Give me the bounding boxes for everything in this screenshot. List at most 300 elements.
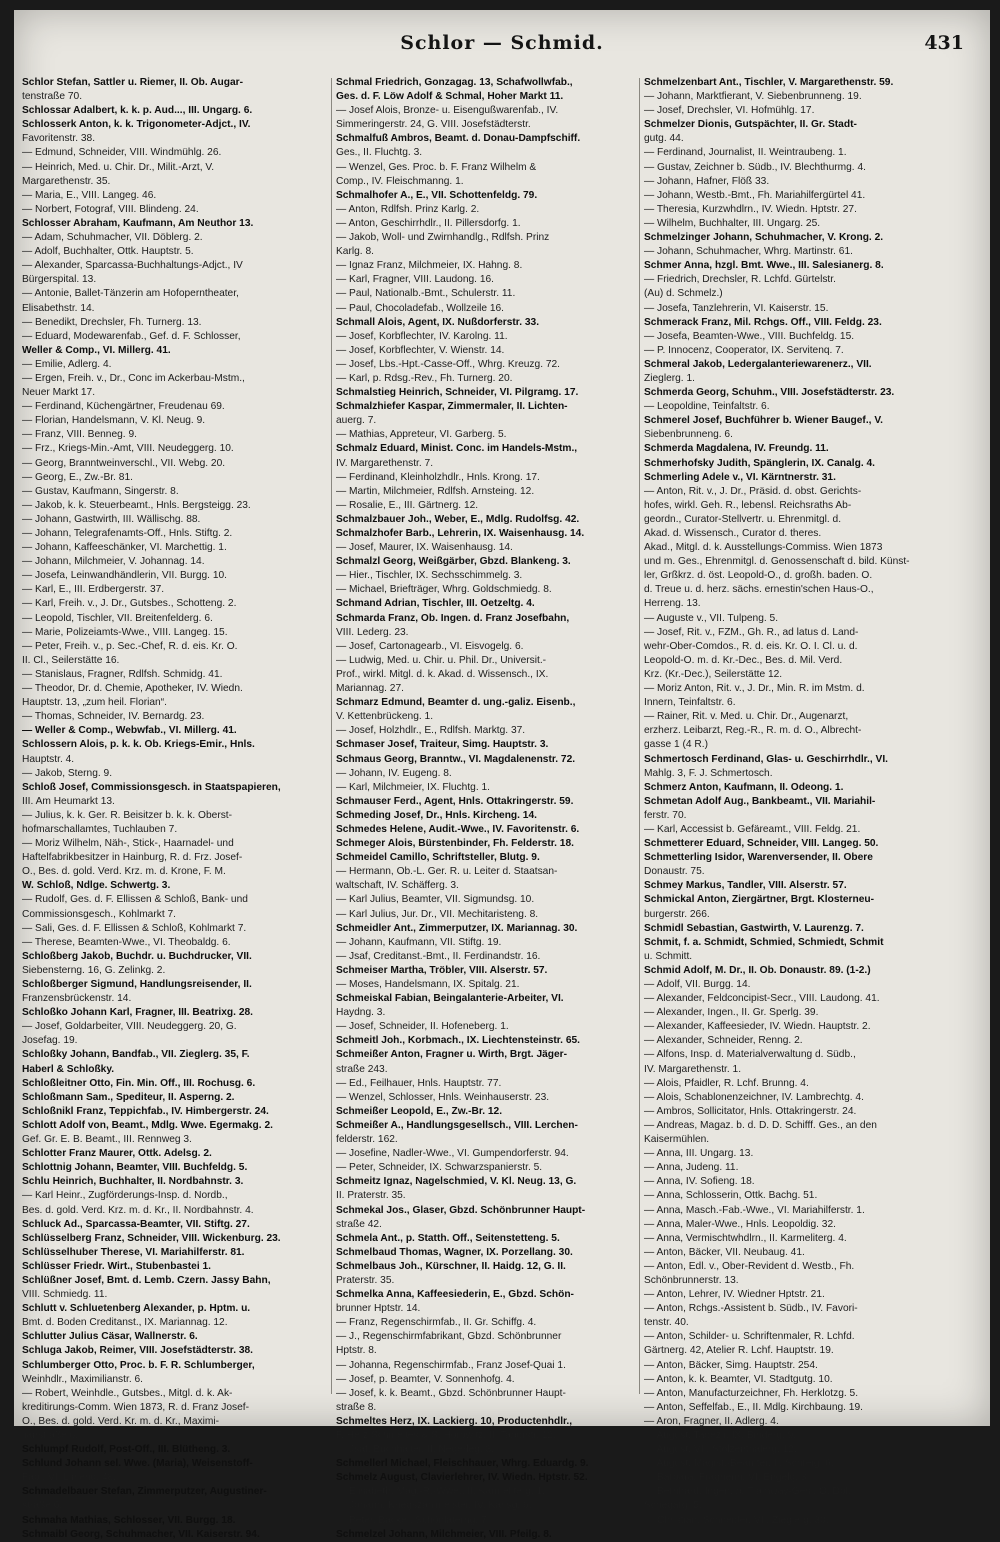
- directory-entry: tenstr. 40.: [644, 1317, 689, 1329]
- directory-entry: Schmelbaud Thomas, Wagner, IX. Porzellang. 30.: [336, 1246, 573, 1258]
- directory-entry: Krz. (Kr.-Dec.), Seilerstätte 12.: [644, 668, 783, 680]
- directory-entry: — August, VII. Stolzenthalerg. 12.: [644, 1444, 797, 1456]
- directory-entry: — Georg, Branntweinverschl., VII. Webg. 20.: [22, 457, 226, 469]
- directory-entry: — Auguste v., VII. Tulpeng. 5.: [644, 612, 779, 624]
- directory-entry: — Emilie, Adlerg. 4.: [22, 358, 112, 370]
- directory-entry: Schmall Alois, Agent, IX. Nußdorferstr. 33.: [336, 316, 540, 328]
- directory-entry: Schloßmann Sam., Spediteur, II. Asperng. 2.: [22, 1091, 235, 1103]
- directory-entry: — Josef, Rit. v., FZM., Gh. R., ad latus d. Land-: [644, 626, 859, 638]
- directory-entry: — Anton, Lehrer, IV. Wiedner Hptstr. 21.: [644, 1289, 825, 1301]
- directory-entry: straße 6.: [22, 1500, 63, 1512]
- directory-entry: Schmer Anna, hzgl. Bmt. Wwe., III. Salesianerg. 8.: [644, 260, 884, 272]
- directory-entry: u. Schmitt.: [644, 950, 693, 962]
- directory-entry: — Edmund, Schneider, VIII. Windmühlg. 26.: [22, 147, 222, 159]
- directory-entry: Praterstr. 35.: [336, 1274, 395, 1286]
- directory-entry: Schlutter Julius Cäsar, Wallnerstr. 6.: [22, 1331, 198, 1343]
- directory-entry: Schmeidler Ant., Zimmerputzer, IX. Mariannag. 30.: [336, 922, 578, 934]
- directory-entry: — Anton, Rit. v., J. Dr., Präsid. d. obst. Gerichts-: [644, 485, 862, 497]
- directory-entry: — Gustav, Kaufmann, Singerstr. 8.: [22, 485, 179, 497]
- directory-entry: Schmeißer Anton, Fragner u. Wirth, Brgt. Jäger-: [336, 1049, 568, 1061]
- directory-entry: hofes, wirkl. Geh. R., lebensl. Reichsraths Ab-: [644, 499, 852, 511]
- directory-entry: Fab., VI. Linieng. 48.: [22, 1472, 117, 1484]
- directory-entry: — Jsaf, Buchhalter, II. Negerleg. 3.: [336, 1444, 494, 1456]
- directory-entry: Schmarz Edmund, Beamter d. ung.-galiz. Eisenb.,: [336, 697, 576, 709]
- directory-entry: — Julius, k. k. Ger. R. Beisitzer b. k. k. Oberst-: [22, 809, 233, 821]
- directory-entry: Schlott Adolf von, Beamt., Mdlg. Wwe. Egermakg. 2.: [22, 1119, 273, 1131]
- directory-entry: Schloßky Johann, Bandfab., VII. Zieglerg. 35, F.: [22, 1049, 250, 1061]
- directory-entry: — Anton, Seffelfab., E., II. Mdlg. Kirchbaung. 19.: [644, 1401, 863, 1413]
- directory-entry: Schmit, f. a. Schmidt, Schmied, Schmiedt, Schmit: [644, 936, 884, 948]
- directory-entry: Schmeding Josef, Dr., Hnls. Kircheng. 14.: [336, 809, 537, 821]
- column-divider: [331, 78, 332, 1394]
- directory-entry: Schmaser Josef, Traiteur, Simg. Hauptstr. 3.: [336, 739, 549, 751]
- directory-columns: [22, 76, 982, 1540]
- directory-entry: — Anton, k. k. Beamter, VI. Stadtgutg. 10.: [644, 1373, 833, 1385]
- directory-entry: — Anton, Geschirrhdlr., II. Pillersdorfg. 1.: [336, 217, 521, 229]
- directory-entry: — Alois, Schablonenzeichner, IV. Lambrechtg. 4.: [644, 1091, 864, 1103]
- directory-entry: Schlosser Abraham, Kaufmann, Am Neuthor 13.: [22, 217, 254, 229]
- directory-entry: — Peter, Bäcker, Schönlaterng. 7.: [336, 1514, 490, 1526]
- directory-entry: Schegarg. 5.: [644, 1500, 702, 1512]
- directory-entry: Schmerack Franz, Mil. Rchgs. Off., VIII. Feldg. 23.: [644, 316, 882, 328]
- directory-entry: — Alfons, Insp. d. Materialverwaltung d. Südb.,: [644, 1049, 856, 1061]
- directory-entry: — Franz, VIII. Benneg. 9.: [22, 429, 137, 441]
- directory-entry: Schloßko Johann Karl, Fragner, III. Beatrixg. 28.: [22, 1007, 253, 1019]
- directory-entry: — Moses, Handelsmann, IX. Spitalg. 21.: [336, 979, 520, 990]
- directory-entry: — Anton, Rdlfsh. Prinz Karlg. 2.: [336, 203, 480, 215]
- directory-entry: — Karl, Fragner, VIII. Laudong. 16.: [336, 274, 494, 286]
- directory-entry: Haftelfabrikbesitzer in Hainburg, R. d. Frz. Josef-: [22, 852, 243, 864]
- directory-entry: Gef. Gr. E. B. Beamt., III. Rennweg 3.: [22, 1134, 192, 1146]
- directory-entry: Schluga Jakob, Reimer, VIII. Josefstädterstr. 38.: [22, 1345, 254, 1357]
- directory-entry: — Josef Alois, Bronze- u. Eisengußwarenfab., IV.: [336, 105, 559, 117]
- directory-entry: — Anna, Vermischtwhdlrn., II. Karmeliterg. 4.: [644, 1232, 847, 1244]
- directory-entry: — Hier., Tischler, IX. Sechsschimmelg. 3.: [336, 570, 523, 582]
- directory-entry: — Alexander, Schneider, Renng. 2.: [644, 1035, 803, 1047]
- directory-entry: — Andreas, Magaz. b. d. D. D. Schifff. Ges., an den: [644, 1119, 877, 1131]
- directory-entry: — Frz., Kriegs-Min.-Amt, VIII. Neudeggerg. 10.: [22, 443, 234, 455]
- directory-entry: Schmadelbauer Stefan, Zimmerputzer, Augustiner-: [22, 1486, 267, 1498]
- directory-entry: — Elisabeth, Mag.-R.-Wwe., II. Karmeliterg. 1.: [336, 1486, 545, 1498]
- directory-entry: Schlutt v. Schluetenberg Alexander, p. Hptm. u.: [22, 1303, 251, 1315]
- directory-entry: — Franz, Regenschirmfab., II. Gr. Schiffg. 4.: [336, 1317, 537, 1329]
- directory-entry: Schmaha Mathias, Schlosser, VII. Burgg. 18.: [22, 1514, 236, 1526]
- directory-entry: — Norbert, Fotograf, VIII. Blindeng. 24.: [22, 203, 199, 215]
- directory-entry: Ges., II. Fluchtg. 3.: [336, 147, 423, 159]
- directory-entry: — Karl, p. Rdsg.-Rev., Fh. Turnerg. 20.: [336, 372, 513, 384]
- directory-entry: ferstr. 70.: [644, 809, 687, 821]
- directory-entry: Schmeltes Herz, IX. Lackierg. 10, Productenhdlr.,: [336, 1415, 573, 1427]
- directory-entry: — Alexander, Sparcassa-Buchhaltungs-Adjct., IV: [22, 260, 243, 272]
- directory-entry: — Wilhelm, Buchhalter, III. Ungarg. 25.: [644, 217, 821, 229]
- directory-entry: O., Bes. d. gold. Verd. Krz. m. d. Krone, F. M.: [22, 866, 226, 878]
- directory-entry: II. Cl., Seilerstätte 16.: [22, 654, 120, 666]
- directory-entry: — Thomas, Schneider, IV. Bernardg. 23.: [22, 711, 205, 723]
- directory-entry: felderstr. 162.: [336, 1134, 398, 1146]
- directory-entry: VIII. Lederg. 23.: [336, 626, 409, 638]
- directory-entry: Schmetterer Eduard, Schneider, VIII. Langeg. 50.: [644, 838, 879, 850]
- directory-entry: Schmerda Georg, Schuhm., VIII. Josefstädterstr. 23.: [644, 387, 895, 399]
- directory-entry: Schluck Ad., Sparcassa-Beamter, VII. Stiftg. 27.: [22, 1218, 250, 1230]
- directory-entry: Schmarda Franz, Ob. Ingen. d. Franz Josefbahn,: [336, 612, 570, 624]
- directory-entry: Hauptstr. 13, „zum heil. Florian“.: [22, 697, 167, 709]
- directory-entry: — August, Magist.-Beamter, II. Schreig. 6.: [644, 1458, 834, 1470]
- directory-entry: — Alexander, Ingen., II. Gr. Sperlg. 39.: [644, 1007, 819, 1019]
- column-3: [644, 76, 984, 1526]
- directory-entry: — Jsaf, Creditanst.-Bmt., II. Ferdinandstr. 16.: [336, 950, 541, 962]
- directory-entry: Karlg. 8.: [336, 246, 374, 258]
- directory-entry: Schmalzl Georg, Weißgärber, Gbzd. Blankeng. 3.: [336, 556, 571, 568]
- directory-entry: — Adolf, Buchhalter, Ottk. Hauptstr. 5.: [22, 246, 194, 258]
- directory-entry: — P. Innocenz, Cooperator, IX. Servitenq. 7.: [644, 344, 844, 356]
- directory-entry: Schloß Josef, Commissionsgesch. in Staatspapieren,: [22, 781, 281, 793]
- directory-entry: — Anna, Schlosserin, Ottk. Bachg. 51.: [644, 1190, 818, 1202]
- directory-entry: — Johann, Telegrafenamts-Off., Hnls. Stiftg. 2.: [22, 528, 233, 539]
- directory-entry: — Aron, Fragner, II. Adlerg. 4.: [644, 1415, 779, 1427]
- directory-entry: Schmela Ant., p. Statth. Off., Seitenstetteng. 5.: [336, 1232, 560, 1244]
- directory-entry: — August, Tapezir, IX. Binderg. 9.: [644, 1430, 797, 1441]
- directory-entry: — Josef, Holzhdlr., E., Rdlfsh. Marktg. 37.: [336, 725, 526, 737]
- directory-entry: — Karl Julius, Beamter, VII. Sigmundsg. 10.: [336, 894, 535, 906]
- directory-entry: — Anna, III. Ungarg. 13.: [644, 1148, 754, 1160]
- directory-entry: IV. Margarethenstr. 1.: [644, 1063, 742, 1075]
- directory-entry: Schmickal Anton, Ziergärtner, Brgt. Klosterneu-: [644, 894, 875, 906]
- directory-entry: — Bernhard, Ingen. b. Tramway-Ges., O. Dbl.: [644, 1486, 851, 1498]
- directory-entry: Schmeiser Martha, Tröbler, VIII. Alserstr. 57.: [336, 964, 548, 976]
- directory-entry: Haberl & Schloßky.: [22, 1063, 115, 1075]
- directory-entry: — Alois, Pfaidler, R. Lchf. Brunng. 4.: [644, 1077, 809, 1089]
- column-divider: [639, 78, 640, 1394]
- directory-entry: — Jakob, Sterng. 9.: [22, 767, 113, 779]
- directory-entry: Schmalzhiefer Kaspar, Zimmermaler, II. Lichten-: [336, 401, 568, 413]
- directory-entry: — Josefa, Leinwandhändlerin, VII. Burgg. 10.: [22, 570, 228, 582]
- directory-entry: — Josef, p. Beamter, V. Sonnenhofg. 4.: [336, 1373, 515, 1385]
- directory-entry: gutg. 44.: [644, 133, 684, 145]
- directory-entry: Schmeral Jakob, Ledergalanteriewarenerz., VII.: [644, 358, 872, 370]
- directory-entry: — Wenzel, Schlosser, Hnls. Weinhauserstr. 23.: [336, 1091, 550, 1103]
- directory-entry: — Karl, E., III. Erdbergerstr. 37.: [22, 584, 165, 596]
- directory-entry: Mahlg. 3, F. J. Schmertosch.: [644, 767, 773, 779]
- directory-entry: — Peter, Schneider, IX. Schwarzspanierstr. 5.: [336, 1162, 543, 1174]
- directory-entry: Schmeitz Ignaz, Nagelschmied, V. Kl. Neug. 13, G.: [336, 1176, 577, 1188]
- directory-entry: O., Bes. d. gold. Verd. Kr. m. d. Kr., Maximi-: [22, 1415, 220, 1427]
- directory-entry: Schmerling Adele v., VI. Kärntnerstr. 31.: [644, 471, 836, 483]
- directory-entry: Schmertosch Ferdinand, Glas- u. Geschirrhdlr., VI.: [644, 753, 888, 765]
- directory-entry: Schmidl Sebastian, Gastwirth, V. Laurenzg. 7.: [644, 922, 864, 934]
- directory-entry: Gärtnerg. 42, Atelier R. Lchf. Hauptstr. 19.: [644, 1345, 834, 1357]
- directory-entry: — Florian, Handelsmann, V. Kl. Neug. 9.: [22, 415, 206, 427]
- directory-entry: straße 243.: [336, 1063, 388, 1075]
- directory-entry: wehr-Ober-Comdos., R. d. eis. Kr. O. I. Cl. u. d.: [644, 640, 858, 652]
- directory-entry: Hptstr. 8.: [336, 1345, 377, 1357]
- directory-entry: — Josef, Drechsler, VI. Hofmühlg. 17.: [644, 105, 815, 117]
- directory-entry: Schmerhofsky Judith, Spänglerin, IX. Canalg. 4.: [644, 457, 875, 469]
- directory-entry: Favoritenstr. 38.: [22, 133, 96, 145]
- column-2: [336, 76, 636, 1540]
- directory-entry: Schmelzenbart Ant., Tischler, V. Margarethenstr. 59.: [644, 77, 894, 88]
- directory-entry: Schmand Adrian, Tischler, III. Oetzeltg. 4.: [336, 598, 535, 610]
- directory-entry: — Anton, Bäcker, VII. Neubaug. 41.: [644, 1246, 805, 1258]
- directory-entry: — Anna, Maler-Wwe., Hnls. Leopoldig. 32.: [644, 1218, 836, 1230]
- directory-entry: Hauptstr. 4.: [22, 753, 75, 765]
- directory-entry: Schmelka Anna, Kaffeesiederin, E., Gbzd. Schön-: [336, 1289, 574, 1301]
- directory-entry: Kaisermühlen.: [644, 1134, 710, 1146]
- directory-entry: — Josef, Goldarbeiter, VIII. Neudeggerg. 20, G.: [22, 1021, 237, 1033]
- directory-entry: Schmey Markus, Tandler, VIII. Alserstr. 57.: [644, 880, 847, 892]
- directory-entry: Schmalzhofer Barb., Lehrerin, IX. Waisenhausg. 14.: [336, 528, 585, 539]
- directory-entry: — Paul, Chocoladefab., Wollzeile 16.: [336, 302, 504, 314]
- directory-entry: — Michael, Briefträger, Whrg. Goldschmiedg. 8.: [336, 584, 552, 596]
- directory-entry: Schmetan Adolf Aug., Bankbeamt., VII. Mariahil-: [644, 795, 876, 807]
- directory-entry: — Heinrich, Med. u. Chir. Dr., Milit.-Arzt, V.: [22, 161, 215, 173]
- directory-entry: — Johann, Kaffeeschänker, VI. Marchettig. 1.: [22, 542, 227, 554]
- directory-entry: — Johann, Kaufmann, VII. Stiftg. 19.: [336, 936, 502, 948]
- directory-entry: Schmelzer Dionis, Gutspächter, II. Gr. Stadt-: [644, 119, 857, 131]
- directory-entry: — Sali, Ges. d. F. Ellissen & Schloß, Kohlmarkt 7.: [22, 922, 247, 934]
- directory-entry: Prof., wirkl. Mitgl. d. k. Akad. d. Wissensch., IX.: [336, 668, 549, 680]
- directory-entry: — Karl Heinr., Zugförderungs-Insp. d. Nordb.,: [22, 1190, 228, 1202]
- directory-entry: Schlottnig Johann, Beamter, VIII. Buchfeldg. 5.: [22, 1162, 248, 1174]
- directory-entry: — Barbara, Fragnerin, VI. Engelg. 8.: [644, 1472, 810, 1484]
- directory-entry: Schmelz August, Clavierlehrer, IV. Wiedn. Hptstr. 52.: [336, 1472, 588, 1484]
- directory-entry: Siebensterng. 16, G. Zelinkg. 2.: [22, 964, 166, 976]
- directory-entry: — Adam, Schuhmacher, VII. Döblerg. 2.: [22, 232, 203, 244]
- directory-entry: — Alexander, Kaffeesieder, IV. Wiedn. Hauptstr. 2.: [644, 1021, 871, 1033]
- directory-entry: — Karl, Accessist b. Gefäreamt., VIII. Feldg. 21.: [644, 823, 861, 835]
- directory-entry: Zieglerg. 1.: [644, 372, 695, 384]
- directory-entry: — Anna, IV. Sofieng. 18.: [644, 1176, 755, 1188]
- directory-entry: — Rainer, Rit. v. Med. u. Chir. Dr., Augenarzt,: [644, 711, 849, 723]
- directory-entry: straße 8.: [336, 1401, 377, 1413]
- directory-entry: — Hermann, Ob.-L. Ger. R. u. Leiter d. Staatsan-: [336, 866, 558, 878]
- directory-entry: II. Praterstr. 35.: [336, 1190, 406, 1202]
- directory-entry: — Jakob, Woll- und Zwirnhandlg., Rdlfsh. Prinz: [336, 232, 550, 244]
- directory-entry: — Wenzel, Ges. Proc. b. F. Franz Wilhelm &: [336, 161, 537, 173]
- directory-entry: Neuer Markt 17.: [22, 387, 96, 399]
- directory-entry: Schmerel Josef, Buchführer b. Wiener Baugef., V.: [644, 415, 884, 427]
- directory-entry: — Karl Julius, Jur. Dr., VII. Mechitaristeng. 8.: [336, 908, 539, 920]
- directory-entry: gasse 1 (4 R.): [644, 739, 708, 751]
- directory-entry: Schmal Friedrich, Gonzagag. 13, Schafwollwfab.,: [336, 77, 573, 88]
- directory-entry: Schmeißer Leopold, E., Zw.-Br. 12.: [336, 1105, 503, 1117]
- directory-entry: Schmeger Alois, Bürstenbinder, Fh. Felderstr. 18.: [336, 838, 574, 850]
- directory-entry: Schlotter Franz Maurer, Ottk. Adelsg. 2.: [22, 1148, 212, 1160]
- directory-entry: — Moriz Wilhelm, Näh-, Stick-, Haarnadel- und: [22, 838, 234, 850]
- directory-entry: erzherz. Leibarzt, Reg.-R., R. m. d. O., Albrecht-: [644, 725, 862, 737]
- directory-entry: Schmauser Ferd., Agent, Hnls. Ottakringerstr. 59.: [336, 795, 574, 807]
- directory-entry: Leopold-O. m. d. Kr.-Dec., Bes. d. Mil. Verd.: [644, 654, 843, 666]
- directory-entry: Akad., Mitgl. d. k. Ausstellungs-Commiss. Wien 1873: [644, 542, 883, 554]
- directory-entry: — Anton, Rchgs.-Assistent b. Südb., IV. Favori-: [644, 1303, 858, 1315]
- directory-entry: Bürgerspital. 13.: [22, 274, 97, 286]
- directory-entry: — Josef, Lbs.-Hpt.-Casse-Off., Whrg. Kreuzg. 72.: [336, 358, 561, 370]
- directory-entry: Elisabethstr. 14.: [22, 302, 95, 314]
- directory-entry: — Josefa, Beamten-Wwe., VIII. Buchfeldg. 15.: [644, 330, 855, 342]
- directory-entry: — Stanislaus, Fragner, Rdlfsh. Schmidg. 41.: [22, 668, 223, 680]
- directory-entry: und m. Ges., Ehrenmitgl. d. Genossenschaft d. bild. Künst-: [644, 556, 910, 568]
- directory-entry: Schmellerl Michael, Fleischhauer, Whrg. Eduardg. 9.: [336, 1458, 589, 1470]
- directory-entry: straße 42.: [336, 1218, 382, 1230]
- directory-entry: Siebenbrunneng. 6.: [644, 429, 733, 441]
- directory-entry: auerg. 7.: [336, 415, 377, 427]
- directory-entry: — Josef, Schneider, II. Hofeneberg. 1.: [336, 1021, 509, 1033]
- directory-entry: — Josef, Korbflechter, V. Wienstr. 14.: [336, 344, 505, 356]
- directory-entry: — Antonie, Ballet-Tänzerin am Hofoperntheater,: [22, 288, 239, 300]
- column-1: [22, 76, 328, 1540]
- directory-entry: — Johann, IV. Eugeng. 8.: [336, 767, 452, 779]
- directory-entry: — J., Regenschirmfabrikant, Gbzd. Schönbrunner: [336, 1331, 562, 1343]
- directory-entry: III. Am Heumarkt 13.: [22, 795, 115, 807]
- directory-entry: (Au) d. Schmelz.): [644, 288, 723, 300]
- directory-entry: — Mathias, Appreteur, VI. Garberg. 5.: [336, 429, 507, 441]
- directory-entry: Schmelbaus Joh., Kürschner, II. Haidg. 12, G. II.: [336, 1260, 566, 1272]
- directory-entry: Schloßberger Sigmund, Handlungsreisender, II.: [22, 979, 252, 990]
- directory-entry: Schmelzinger Johann, Schuhmacher, V. Krong. 2.: [644, 232, 884, 244]
- directory-entry: Schmalhofer A., E., VII. Schottenfeldg. 79.: [336, 189, 538, 201]
- directory-entry: Commissionsgesch., Kohlmarkt 7.: [22, 908, 176, 920]
- directory-entry: IV. Margarethenstr. 7.: [336, 457, 434, 469]
- directory-entry: VIII. Schmiedg. 11.: [22, 1289, 108, 1301]
- directory-entry: — Maria, E., VIII. Langeg. 46.: [22, 189, 157, 201]
- directory-entry: — Ed., Feilhauer, Hnls. Hauptstr. 77.: [336, 1077, 502, 1089]
- directory-entry: Simmeringerstr. 24, G. VIII. Josefstädterstr.: [336, 119, 531, 131]
- directory-entry: Schmeiskal Fabian, Beingalanterie-Arbeiter, VI.: [336, 993, 564, 1005]
- directory-entry: — Theresia, Kurzwhdlrn., IV. Wiedn. Hptstr. 27.: [644, 203, 857, 215]
- directory-entry: — Karl, Milchmeier, IX. Fluchtg. 1.: [336, 781, 490, 793]
- directory-entry: Schlüsselberg Franz, Schneider, VIII. Wickenburg. 23.: [22, 1232, 281, 1244]
- directory-entry: Schmalzbauer Joh., Weber, E., Mdlg. Rudolfsg. 42.: [336, 513, 580, 525]
- directory-entry: — Ergen, Freih. v., Dr., Conc im Ackerbau-Mstm.,: [22, 372, 245, 384]
- directory-entry: Haydng. 3.: [336, 1007, 386, 1019]
- directory-entry: — Robert, Weinhdle., Gutsbes., Mitgl. d. k. Ak-: [22, 1387, 233, 1399]
- directory-entry: Bes. d. gold. Verd. Krz. m. d. Kr., II. Nordbahnstr. 4.: [22, 1204, 254, 1216]
- directory-entry: Schmid Adolf, M. Dr., II. Ob. Donaustr. 89. (1-2.): [644, 964, 871, 976]
- directory-entry: Schmeidel Camillo, Schriftsteller, Blutg. 9.: [336, 852, 540, 864]
- directory-entry: Herreng. 13.: [644, 598, 701, 610]
- directory-entry: Donaustr. 75.: [644, 866, 705, 878]
- directory-entry: — Josefine, Nadler-Wwe., VI. Gumpendorferstr. 94.: [336, 1148, 569, 1160]
- directory-entry: hofmarschallamtes, Tuchlauben 7.: [22, 823, 178, 835]
- directory-entry: — Ambros, Sollicitator, Hnls. Ottakringerstr. 24.: [644, 1105, 857, 1117]
- directory-page: [14, 10, 990, 1540]
- directory-entry: Schönbrunnerstr. 13.: [644, 1274, 739, 1286]
- directory-entry: Mariannag. 27.: [336, 683, 404, 695]
- page-header: [14, 32, 990, 60]
- directory-entry: Schmelzel Johann, Milchmeier, VIII. Pfeilg. 8.: [336, 1528, 552, 1540]
- directory-entry: — Johann, Kriegszahlmeister, IV. Karlsg. 6.: [336, 1500, 532, 1512]
- directory-entry: — Anton, Bäcker, Simg. Hauptstr. 254.: [644, 1359, 818, 1371]
- directory-entry: Schloßnikl Franz, Teppichfab., IV. Himbergerstr. 24.: [22, 1105, 269, 1117]
- directory-entry: ler, Grßkrz. d. öst. Leopold-O., d. großh. baden. O.: [644, 570, 873, 582]
- directory-entry: Schmetterling Isidor, Warenversender, II. Obere: [644, 852, 873, 864]
- directory-entry: — Leopold, Tischler, VII. Breitenfelderg. 6.: [22, 612, 213, 624]
- directory-entry: lianstraße 6.: [22, 1430, 79, 1441]
- directory-entry: — Karl, Freih. v., J. Dr., Gutsbes., Schotteng. 2.: [22, 598, 237, 610]
- directory-entry: — Johann, Westb.-Bmt., Fh. Mariahilfergürtel 41.: [644, 189, 866, 201]
- directory-entry: Schlüsser Friedr. Wirt., Stubenbastei 1.: [22, 1260, 211, 1272]
- directory-entry: — Therese, Beamten-Wwe., VI. Theobaldg. 6.: [22, 936, 231, 948]
- directory-entry: tenstraße 70.: [22, 91, 83, 103]
- directory-entry: Schlor Stefan, Sattler u. Riemer, II. Ob. Augar-: [22, 77, 243, 88]
- directory-entry: — Josef, Cartonagearb., VI. Eisvogelg. 6.: [336, 640, 524, 652]
- directory-entry: — Gustav, Zeichner b. Südb., IV. Blechthurmg. 4.: [644, 161, 866, 173]
- directory-entry: — Johann, Hafner, Flöß 33.: [644, 175, 770, 187]
- directory-entry: — Rosalie, E., III. Gärtnerg. 12.: [336, 499, 479, 511]
- directory-entry: Schlumpf Rudolf, Post-Off., III. Blütheng. 3.: [22, 1444, 231, 1456]
- directory-entry: — Weller & Comp., Webwfab., VI. Millerg. 41.: [22, 725, 237, 737]
- directory-entry: Josefag. 19.: [22, 1035, 78, 1047]
- directory-entry: Schmalfuß Ambros, Beamt. d. Donau-Dampfschiff.: [336, 133, 581, 145]
- directory-entry: Franzensbrückenstr. 14.: [22, 993, 132, 1005]
- directory-entry: — Christian, Schneider, VII. Zieglerg. 30.: [644, 1514, 829, 1526]
- directory-entry: Schmalz Eduard, Minist. Conc. im Handels-Mstm.,: [336, 443, 578, 455]
- directory-entry: F. Herz Schmeltes & S. Horowitz, II. Taborstr. 12.: [336, 1430, 557, 1441]
- directory-entry: — Friedrich, Drechsler, R. Lchfd. Gürtelstr.: [644, 274, 836, 286]
- directory-entry: Schmeißer A., Handlungsgesellsch., VIII. Lerchen-: [336, 1119, 578, 1131]
- directory-entry: W. Schloß, Ndlge. Schwertg. 3.: [22, 880, 171, 892]
- directory-entry: — Josef, k. k. Beamt., Gbzd. Schönbrunner Haupt-: [336, 1387, 566, 1399]
- running-head: Schlor — Schmid.: [400, 32, 604, 54]
- directory-entry: Schlu Heinrich, Buchhalter, II. Nordbahnstr. 3.: [22, 1176, 244, 1188]
- directory-entry: — Anna, Masch.-Fab.-Wwe., VI. Mariahilferstr. 1.: [644, 1204, 865, 1216]
- directory-entry: — Anton, Schilder- u. Schriftenmaler, R. Lchfd.: [644, 1331, 855, 1343]
- directory-entry: — Adolf, VII. Burgg. 14.: [644, 979, 751, 990]
- directory-entry: V. Kettenbrückeng. 1.: [336, 711, 434, 723]
- directory-entry: Comp., IV. Fleischmanng. 1.: [336, 175, 464, 187]
- directory-entry: Margarethenstr. 35.: [22, 175, 111, 187]
- directory-entry: — Peter, Freih. v., p. Sec.-Chef, R. d. eis. Kr. O.: [22, 640, 238, 652]
- directory-entry: Schlüßner Josef, Bmt. d. Lemb. Czern. Jassy Bahn,: [22, 1274, 271, 1286]
- directory-entry: — Johann, Schuhmacher, Whrg. Martinstr. 61.: [644, 246, 853, 258]
- directory-entry: Weller & Comp., VI. Millerg. 41.: [22, 344, 171, 356]
- directory-entry: — Anna, Judeng. 11.: [644, 1162, 739, 1174]
- directory-entry: — Anton, Edl. v., Ober-Revident d. Westb., Fh.: [644, 1260, 855, 1272]
- directory-entry: — Josefa, Tanzlehrerin, VI. Kaiserstr. 15.: [644, 302, 829, 314]
- directory-entry: Schlossar Adalbert, k. k. p. Aud..., III. Ungarg. 6.: [22, 105, 253, 117]
- directory-entry: — Anton, Manufacturzeichner, Fh. Herklotzg. 5.: [644, 1387, 859, 1399]
- directory-entry: — Ludwig, Med. u. Chir. u. Phil. Dr., Universit.-: [336, 654, 547, 666]
- directory-entry: Schmeitl Joh., Korbmach., IX. Liechtensteinstr. 65.: [336, 1035, 581, 1047]
- directory-entry: Ges. d. F. Löw Adolf & Schmal, Hoher Markt 11.: [336, 91, 564, 103]
- directory-entry: — Jakob, k. k. Steuerbeamt., Hnls. Bergsteigg. 23.: [22, 499, 251, 511]
- directory-entry: Schmerda Magdalena, IV. Freundg. 11.: [644, 443, 829, 455]
- directory-entry: geordn., Curator-Stellvertr. u. Ehrenmitgl. d.: [644, 513, 842, 525]
- directory-entry: — Ferdinand, Küchengärtner, Freudenau 69.: [22, 401, 225, 413]
- directory-entry: — Josef, Maurer, IX. Waisenhausg. 14.: [336, 542, 513, 554]
- page-number: 431: [924, 32, 964, 54]
- directory-entry: — Paul, Nationalb.-Bmt., Schulerstr. 11.: [336, 288, 516, 300]
- directory-entry: — Moriz Anton, Rit. v., J. Dr., Min. R. im Mstm. d.: [644, 683, 865, 695]
- directory-entry: Schlossern Alois, p. k. k. Ob. Kriegs-Emir., Hnls.: [22, 739, 255, 751]
- directory-entry: — Eduard, Modewarenfab., Gef. d. F. Schlosser,: [22, 330, 241, 342]
- directory-entry: — Leopoldine, Teinfaltstr. 6.: [644, 401, 770, 413]
- directory-entry: Schlumberger Otto, Proc. b. F. R. Schlumberger,: [22, 1359, 255, 1371]
- directory-entry: — Alexander, Feldconcipist-Secr., VIII. Laudong. 41.: [644, 993, 880, 1005]
- directory-entry: — Johanna, Regenschirmfab., Franz Josef-Quai 1.: [336, 1359, 566, 1371]
- directory-entry: — Ferdinand, Journalist, II. Weintraubeng. 1.: [644, 147, 847, 159]
- directory-entry: waltschaft, IV. Schäfferg. 3.: [336, 880, 459, 892]
- directory-entry: Akad. d. Wissensch., Curator d. theres.: [644, 528, 822, 539]
- directory-entry: — Martin, Milchmeier, Rdlfsh. Arnsteing. 12.: [336, 485, 535, 497]
- directory-entry: — Johann, Gastwirth, III. Wällischg. 88.: [22, 513, 201, 525]
- directory-entry: — Benedikt, Drechsler, Fh. Turnerg. 13.: [22, 316, 202, 328]
- directory-entry: — Marie, Polizeiamts-Wwe., VIII. Langeg. 15.: [22, 626, 228, 638]
- directory-entry: — Theodor, Dr. d. Chemie, Apotheker, IV. Wiedn.: [22, 683, 243, 695]
- directory-entry: kreditirungs-Comm. Wien 1873, R. d. Franz Josef-: [22, 1401, 250, 1413]
- directory-entry: — Josef, Korbflechter, IV. Karolng. 11.: [336, 330, 508, 342]
- directory-entry: d. Treue u. d. herz. sächs. ernestin'schen Haus-O.,: [644, 584, 874, 596]
- directory-entry: Schloßberg Jakob, Buchdr. u. Buchdrucker, VII.: [22, 950, 252, 962]
